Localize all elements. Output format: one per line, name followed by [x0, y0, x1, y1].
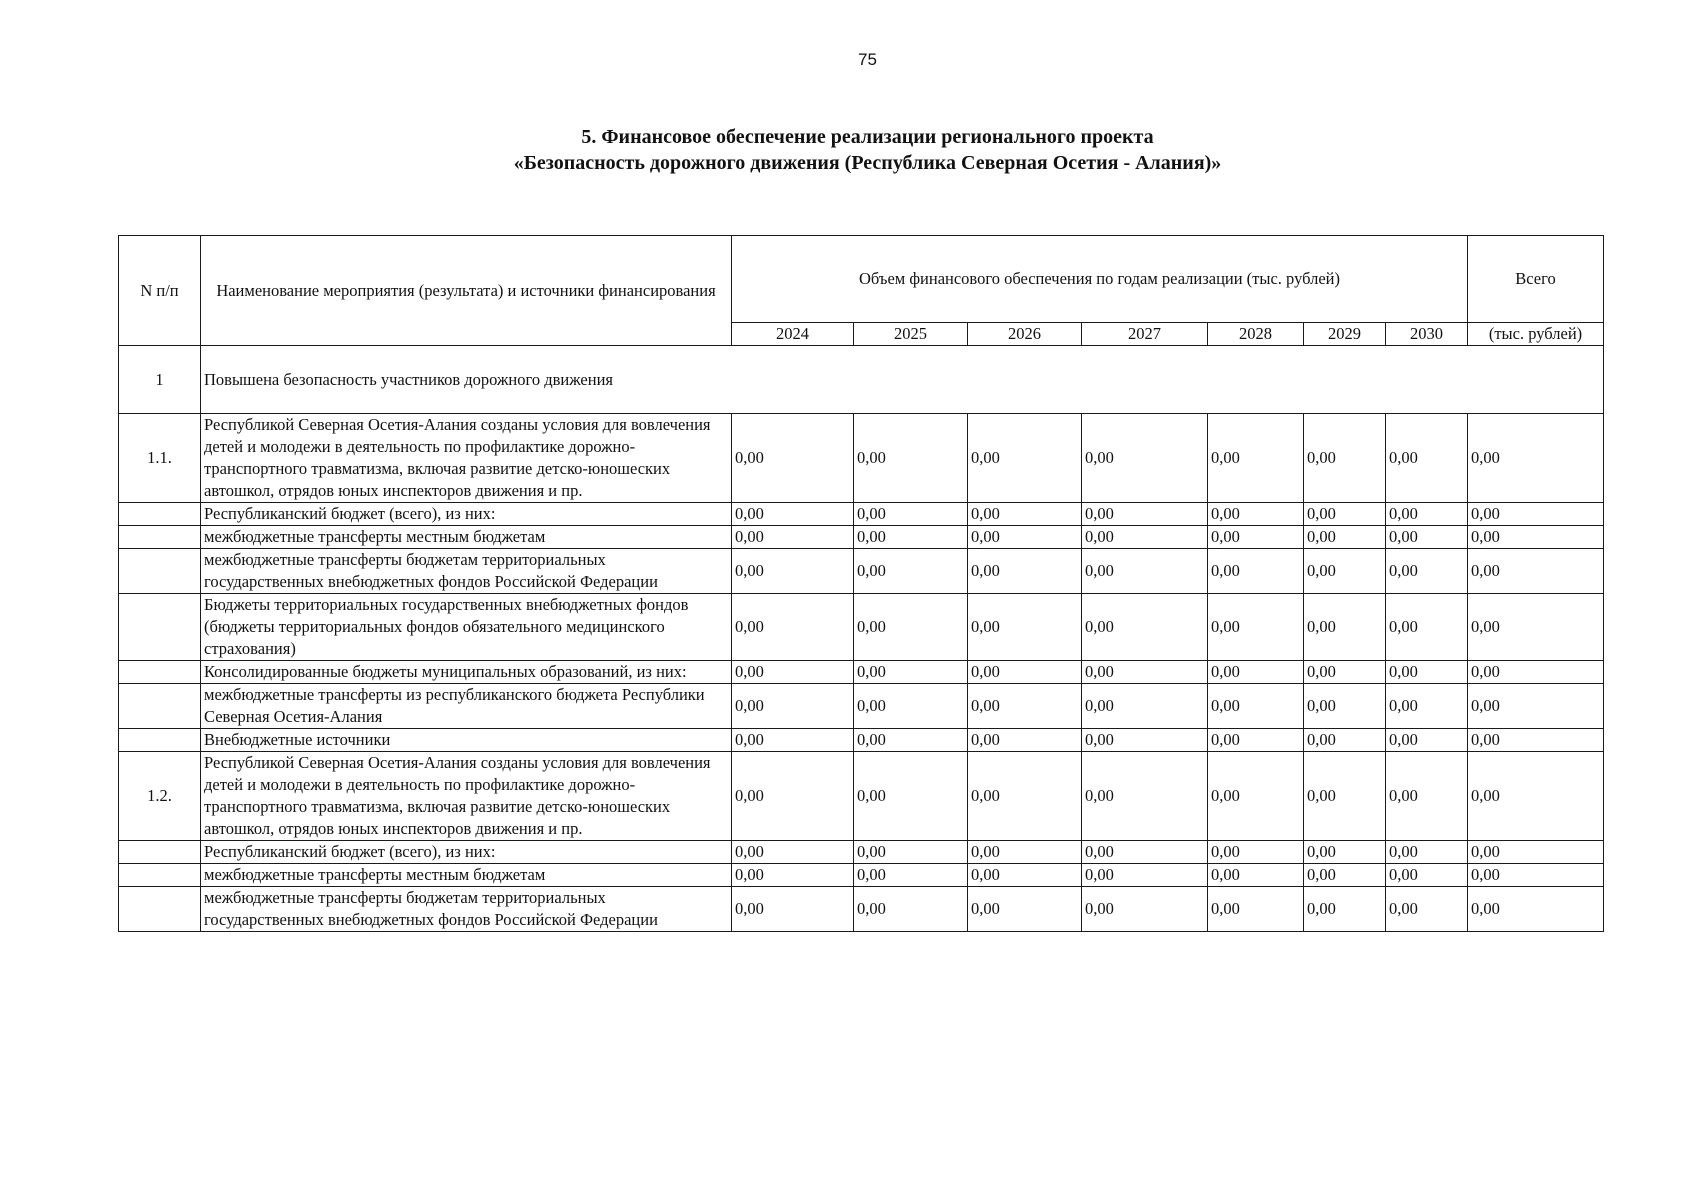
table-row: [119, 864, 1604, 887]
header-total: Всего: [1468, 236, 1604, 323]
row-value-2026: 0,00: [968, 729, 1082, 752]
row-value-2030: 0,00: [1386, 684, 1468, 729]
row-value-2030: 0,00: [1386, 752, 1468, 841]
row-total: 0,00: [1468, 503, 1604, 526]
row-value-2029: 0,00: [1304, 864, 1386, 887]
row-name: межбюджетные трансферты бюджетам территориальных государственных внебюджетных фондов Российской Федерации: [201, 887, 732, 932]
row-value-2029: 0,00: [1304, 594, 1386, 661]
row-value-2024: 0,00: [732, 841, 854, 864]
row-total: 0,00: [1468, 864, 1604, 887]
row-num: [119, 841, 201, 864]
row-value-2026: 0,00: [968, 594, 1082, 661]
row-num: [119, 594, 201, 661]
row-value-2027: 0,00: [1082, 841, 1208, 864]
row-value-2027: 0,00: [1082, 503, 1208, 526]
row-total: 0,00: [1468, 841, 1604, 864]
row-value-2026: 0,00: [968, 752, 1082, 841]
financing-table: [118, 235, 1604, 932]
row-value-2027: 0,00: [1082, 414, 1208, 503]
table-row: [119, 526, 1604, 549]
header-total-unit: (тыс. рублей): [1468, 323, 1604, 346]
row-value-2028: 0,00: [1208, 752, 1304, 841]
row-value-2027: 0,00: [1082, 661, 1208, 684]
row-name: Бюджеты территориальных государственных внебюджетных фондов (бюджеты территориальных фондов обязательного медицинского страхования): [201, 594, 732, 661]
row-value-2025: 0,00: [854, 729, 968, 752]
row-value-2027: 0,00: [1082, 729, 1208, 752]
header-year: 2028: [1208, 323, 1304, 346]
row-value-2026: 0,00: [968, 661, 1082, 684]
header-year: 2024: [732, 323, 854, 346]
row-value-2024: 0,00: [732, 887, 854, 932]
row-value-2029: 0,00: [1304, 549, 1386, 594]
row-value-2024: 0,00: [732, 414, 854, 503]
row-num: [119, 549, 201, 594]
row-value-2028: 0,00: [1208, 526, 1304, 549]
row-value-2024: 0,00: [732, 864, 854, 887]
row-value-2028: 0,00: [1208, 864, 1304, 887]
row-total: 0,00: [1468, 414, 1604, 503]
row-value-2026: 0,00: [968, 549, 1082, 594]
header-years-group: Объем финансового обеспечения по годам реализации (тыс. рублей): [732, 236, 1468, 323]
row-value-2026: 0,00: [968, 887, 1082, 932]
row-value-2030: 0,00: [1386, 887, 1468, 932]
row-name: межбюджетные трансферты бюджетам территориальных государственных внебюджетных фондов Российской Федерации: [201, 549, 732, 594]
row-num: [119, 503, 201, 526]
row-value-2030: 0,00: [1386, 549, 1468, 594]
row-value-2030: 0,00: [1386, 526, 1468, 549]
row-value-2027: 0,00: [1082, 864, 1208, 887]
table-row: [119, 729, 1604, 752]
row-value-2026: 0,00: [968, 684, 1082, 729]
header-year: 2025: [854, 323, 968, 346]
row-name: Республиканский бюджет (всего), из них:: [201, 503, 732, 526]
header-name: Наименование мероприятия (результата) и источники финансирования: [201, 236, 732, 346]
page-title: [0, 124, 1695, 176]
row-total: 0,00: [1468, 594, 1604, 661]
table-row: [119, 414, 1604, 503]
row-value-2024: 0,00: [732, 661, 854, 684]
section-row: [119, 346, 1604, 414]
row-value-2025: 0,00: [854, 684, 968, 729]
row-value-2024: 0,00: [732, 729, 854, 752]
row-name: Республикой Северная Осетия-Алания созданы условия для вовлечения детей и молодежи в деятельность по профилактике дорожно-транспортного травматизма, включая развитие детско-юношеских автошкол, отрядов юных инспекторов движения и пр.: [201, 752, 732, 841]
row-value-2025: 0,00: [854, 503, 968, 526]
table-row: [119, 594, 1604, 661]
table-row: [119, 841, 1604, 864]
row-value-2029: 0,00: [1304, 841, 1386, 864]
row-total: 0,00: [1468, 549, 1604, 594]
row-value-2024: 0,00: [732, 684, 854, 729]
row-value-2029: 0,00: [1304, 661, 1386, 684]
row-name: межбюджетные трансферты местным бюджетам: [201, 526, 732, 549]
row-num: 1.1.: [119, 414, 201, 503]
row-value-2026: 0,00: [968, 414, 1082, 503]
row-value-2030: 0,00: [1386, 414, 1468, 503]
row-value-2026: 0,00: [968, 841, 1082, 864]
row-value-2024: 0,00: [732, 549, 854, 594]
row-value-2028: 0,00: [1208, 594, 1304, 661]
row-value-2030: 0,00: [1386, 661, 1468, 684]
row-name: межбюджетные трансферты местным бюджетам: [201, 864, 732, 887]
row-num: [119, 887, 201, 932]
title-line-1: 5. Финансовое обеспечение реализации регионального проекта: [581, 126, 1154, 148]
row-value-2030: 0,00: [1386, 594, 1468, 661]
row-name: Внебюджетные источники: [201, 729, 732, 752]
row-value-2025: 0,00: [854, 752, 968, 841]
row-value-2028: 0,00: [1208, 729, 1304, 752]
row-value-2027: 0,00: [1082, 684, 1208, 729]
row-total: 0,00: [1468, 752, 1604, 841]
row-value-2029: 0,00: [1304, 526, 1386, 549]
row-value-2025: 0,00: [854, 594, 968, 661]
row-num: [119, 526, 201, 549]
row-value-2029: 0,00: [1304, 887, 1386, 932]
row-num: [119, 864, 201, 887]
row-value-2027: 0,00: [1082, 594, 1208, 661]
header-year: 2026: [968, 323, 1082, 346]
page-number: 75: [858, 50, 877, 69]
row-value-2030: 0,00: [1386, 864, 1468, 887]
row-value-2024: 0,00: [732, 503, 854, 526]
row-value-2025: 0,00: [854, 526, 968, 549]
table-row: [119, 887, 1604, 932]
row-value-2030: 0,00: [1386, 841, 1468, 864]
row-num: [119, 729, 201, 752]
row-value-2024: 0,00: [732, 752, 854, 841]
row-value-2025: 0,00: [854, 661, 968, 684]
row-total: 0,00: [1468, 661, 1604, 684]
row-total: 0,00: [1468, 729, 1604, 752]
row-value-2026: 0,00: [968, 526, 1082, 549]
row-total: 0,00: [1468, 684, 1604, 729]
header-year: 2027: [1082, 323, 1208, 346]
row-value-2028: 0,00: [1208, 684, 1304, 729]
row-value-2028: 0,00: [1208, 661, 1304, 684]
row-value-2028: 0,00: [1208, 503, 1304, 526]
row-value-2029: 0,00: [1304, 414, 1386, 503]
header-num: N п/п: [119, 236, 201, 346]
table-row: [119, 752, 1604, 841]
table-row: [119, 661, 1604, 684]
row-value-2025: 0,00: [854, 887, 968, 932]
row-total: 0,00: [1468, 887, 1604, 932]
table-row: [119, 684, 1604, 729]
table-row: [119, 549, 1604, 594]
header-year: 2029: [1304, 323, 1386, 346]
section-name: Повышена безопасность участников дорожного движения: [201, 346, 1604, 414]
row-num: [119, 661, 201, 684]
row-value-2024: 0,00: [732, 526, 854, 549]
row-value-2029: 0,00: [1304, 684, 1386, 729]
row-value-2027: 0,00: [1082, 752, 1208, 841]
row-value-2027: 0,00: [1082, 887, 1208, 932]
row-value-2025: 0,00: [854, 414, 968, 503]
row-value-2029: 0,00: [1304, 752, 1386, 841]
row-value-2028: 0,00: [1208, 549, 1304, 594]
row-value-2029: 0,00: [1304, 503, 1386, 526]
row-value-2026: 0,00: [968, 864, 1082, 887]
row-name: межбюджетные трансферты из республиканского бюджета Республики Северная Осетия-Алания: [201, 684, 732, 729]
row-value-2027: 0,00: [1082, 526, 1208, 549]
row-value-2024: 0,00: [732, 594, 854, 661]
row-name: Консолидированные бюджеты муниципальных образований, из них:: [201, 661, 732, 684]
title-line-2: «Безопасность дорожного движения (Республика Северная Осетия - Алания)»: [513, 152, 1222, 174]
row-value-2025: 0,00: [854, 841, 968, 864]
row-value-2028: 0,00: [1208, 841, 1304, 864]
row-value-2030: 0,00: [1386, 729, 1468, 752]
row-value-2025: 0,00: [854, 549, 968, 594]
row-value-2027: 0,00: [1082, 549, 1208, 594]
row-value-2030: 0,00: [1386, 503, 1468, 526]
section-num: 1: [119, 346, 201, 414]
row-value-2028: 0,00: [1208, 887, 1304, 932]
row-value-2026: 0,00: [968, 503, 1082, 526]
row-total: 0,00: [1468, 526, 1604, 549]
row-value-2025: 0,00: [854, 864, 968, 887]
row-value-2029: 0,00: [1304, 729, 1386, 752]
row-num: 1.2.: [119, 752, 201, 841]
row-num: [119, 684, 201, 729]
header-year: 2030: [1386, 323, 1468, 346]
row-name: Республикой Северная Осетия-Алания созданы условия для вовлечения детей и молодежи в деятельность по профилактике дорожно-транспортного травматизма, включая развитие детско-юношеских автошкол, отрядов юных инспекторов движения и пр.: [201, 414, 732, 503]
row-value-2028: 0,00: [1208, 414, 1304, 503]
table-row: [119, 503, 1604, 526]
row-name: Республиканский бюджет (всего), из них:: [201, 841, 732, 864]
